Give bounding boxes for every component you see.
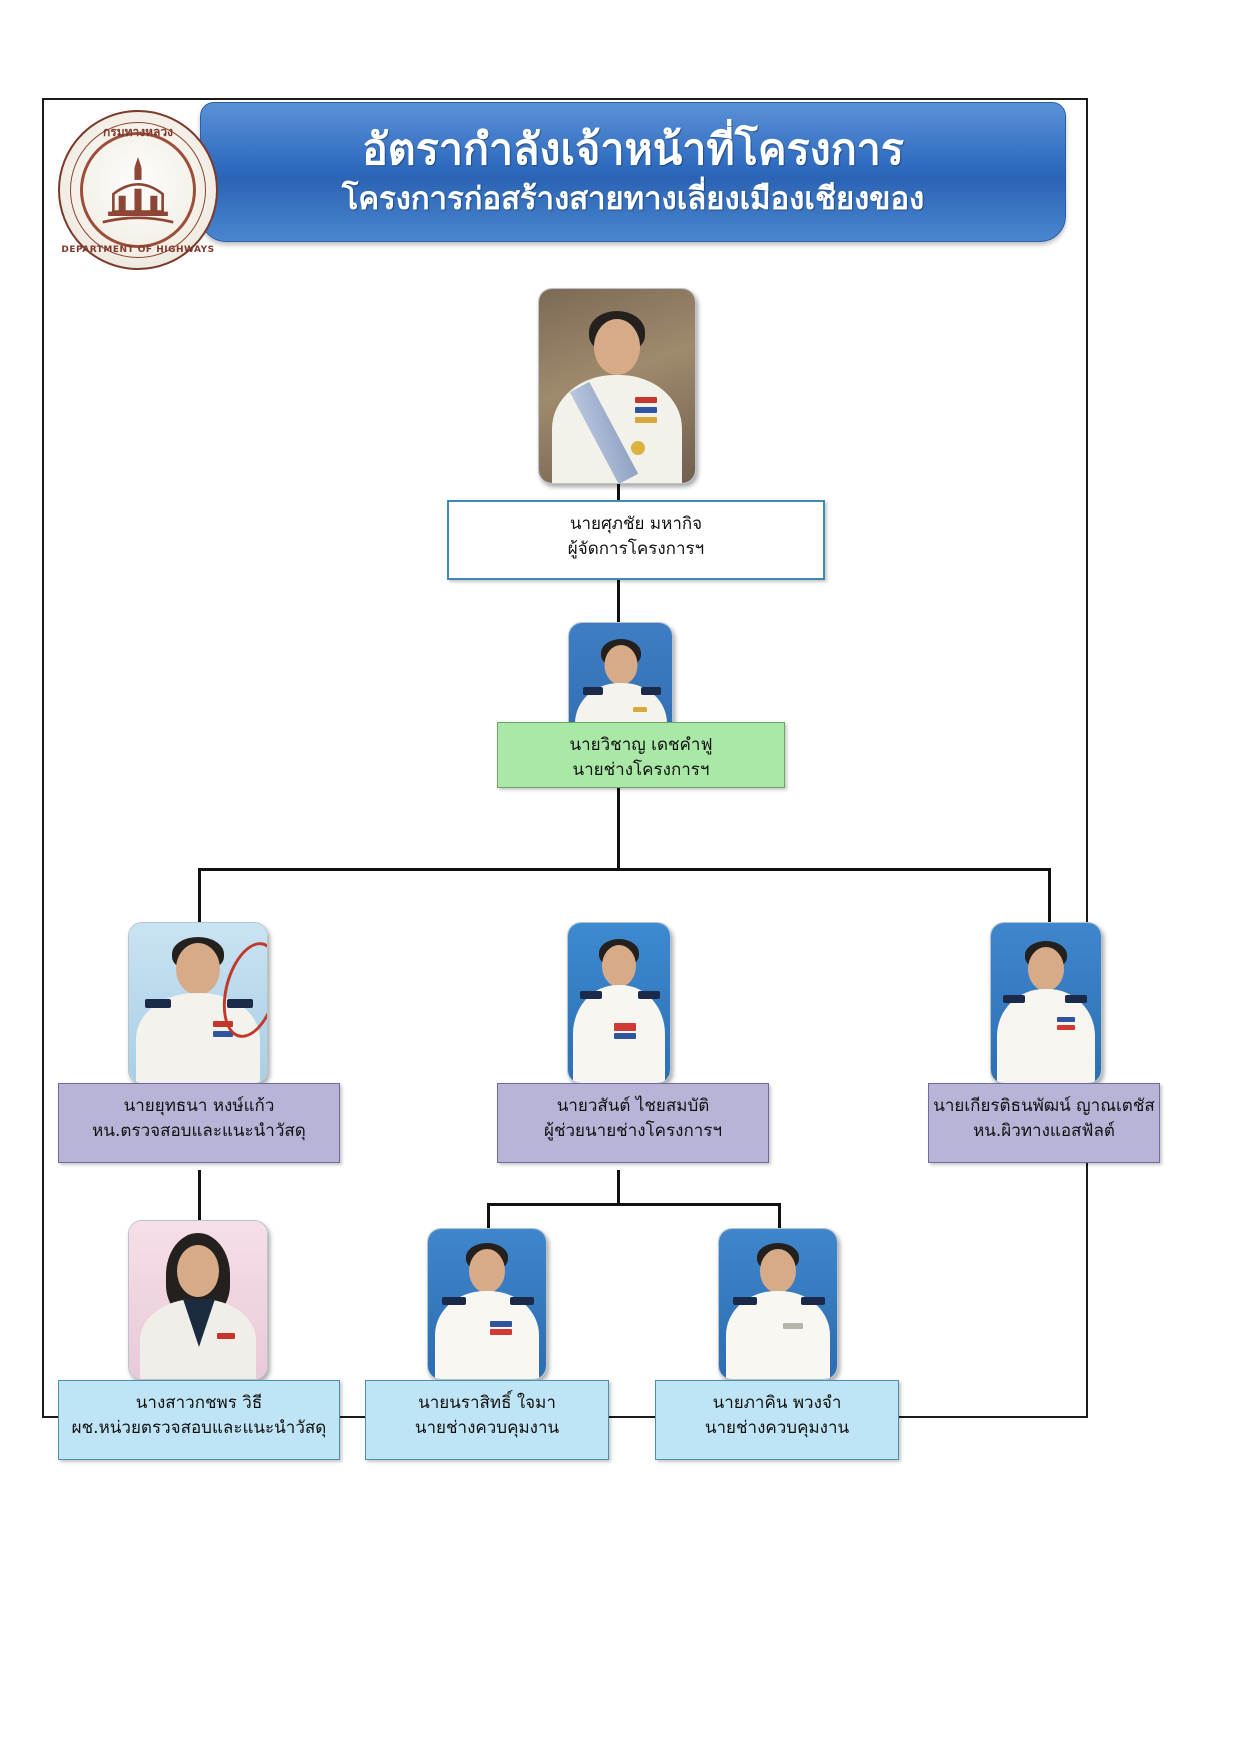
node-box-assistant-engineer xyxy=(497,1083,769,1163)
node-box-project-engineer xyxy=(497,722,785,788)
node-box-asphalt-head xyxy=(928,1083,1160,1163)
node-box-material-assistant xyxy=(58,1380,340,1460)
seal-top-text: กรมทางหลวง xyxy=(103,125,173,139)
header-banner xyxy=(200,102,1066,242)
photo-site-supervisor-1 xyxy=(427,1228,547,1380)
page-subtitle: โครงการก่อสร้างสายทางเลี่ยงเมืองเชียงของ xyxy=(341,181,925,217)
connector-engineer-trunk xyxy=(617,780,620,870)
node-name: นายภาคิน พวงจำ xyxy=(712,1393,842,1413)
node-position: ผู้จัดการโครงการฯ xyxy=(567,538,705,559)
photo-material-assistant xyxy=(128,1220,268,1380)
node-name: นายศุภชัย มหากิจ xyxy=(569,514,703,534)
node-position: ผช.หน่วยตรวจสอบและแนะนำวัสดุ xyxy=(71,1417,327,1438)
department-of-highways-logo-icon xyxy=(58,110,218,270)
connector-drop-sub-right xyxy=(778,1203,781,1228)
connector-level4-bar xyxy=(487,1203,780,1206)
seal-bottom-text: DEPARTMENT OF HIGHWAYS xyxy=(61,245,215,255)
connector-drop-left xyxy=(198,868,201,923)
node-name: นายนราสิทธิ์ ใจมา xyxy=(418,1393,556,1413)
connector-drop-sub-left xyxy=(487,1203,490,1228)
photo-asphalt-head xyxy=(990,922,1102,1084)
node-name: นางสาวกชพร วิธี xyxy=(135,1393,263,1413)
node-position: หน.ผิวทางแอสฟัลต์ xyxy=(973,1120,1115,1141)
node-name: นายยุทธนา หงษ์แก้ว xyxy=(123,1096,275,1116)
node-name: นายวิชาญ เดชคำฟู xyxy=(569,735,713,755)
photo-site-supervisor-2 xyxy=(718,1228,838,1380)
connector-left-box-down xyxy=(198,1170,201,1220)
node-position: หน.ตรวจสอบและแนะนำวัสดุ xyxy=(92,1120,306,1141)
connector-center-box-down xyxy=(617,1170,620,1205)
seal-emblem-icon xyxy=(94,150,182,238)
node-position: นายช่างควบคุมงาน xyxy=(704,1417,850,1438)
photo-assistant-engineer xyxy=(567,922,671,1084)
node-position: นายช่างควบคุมงาน xyxy=(414,1417,560,1438)
node-box-site-supervisor-1 xyxy=(365,1380,609,1460)
node-box-material-head xyxy=(58,1083,340,1163)
node-box-project-manager xyxy=(447,500,825,580)
node-box-site-supervisor-2 xyxy=(655,1380,899,1460)
page-title: อัตรากำลังเจ้าหน้าที่โครงการ xyxy=(361,125,904,175)
connector-level3-bar xyxy=(198,868,1051,871)
connector-drop-right xyxy=(1048,868,1051,923)
node-position: นายช่างโครงการฯ xyxy=(572,759,710,780)
photo-material-head xyxy=(128,922,268,1084)
node-name: นายวสันต์ ไชยสมบัติ xyxy=(556,1096,710,1116)
node-name: นายเกียรติธนพัฒน์ ญาณเตชัส xyxy=(933,1096,1155,1116)
node-position: ผู้ช่วยนายช่างโครงการฯ xyxy=(544,1120,722,1141)
photo-project-manager xyxy=(538,288,696,484)
